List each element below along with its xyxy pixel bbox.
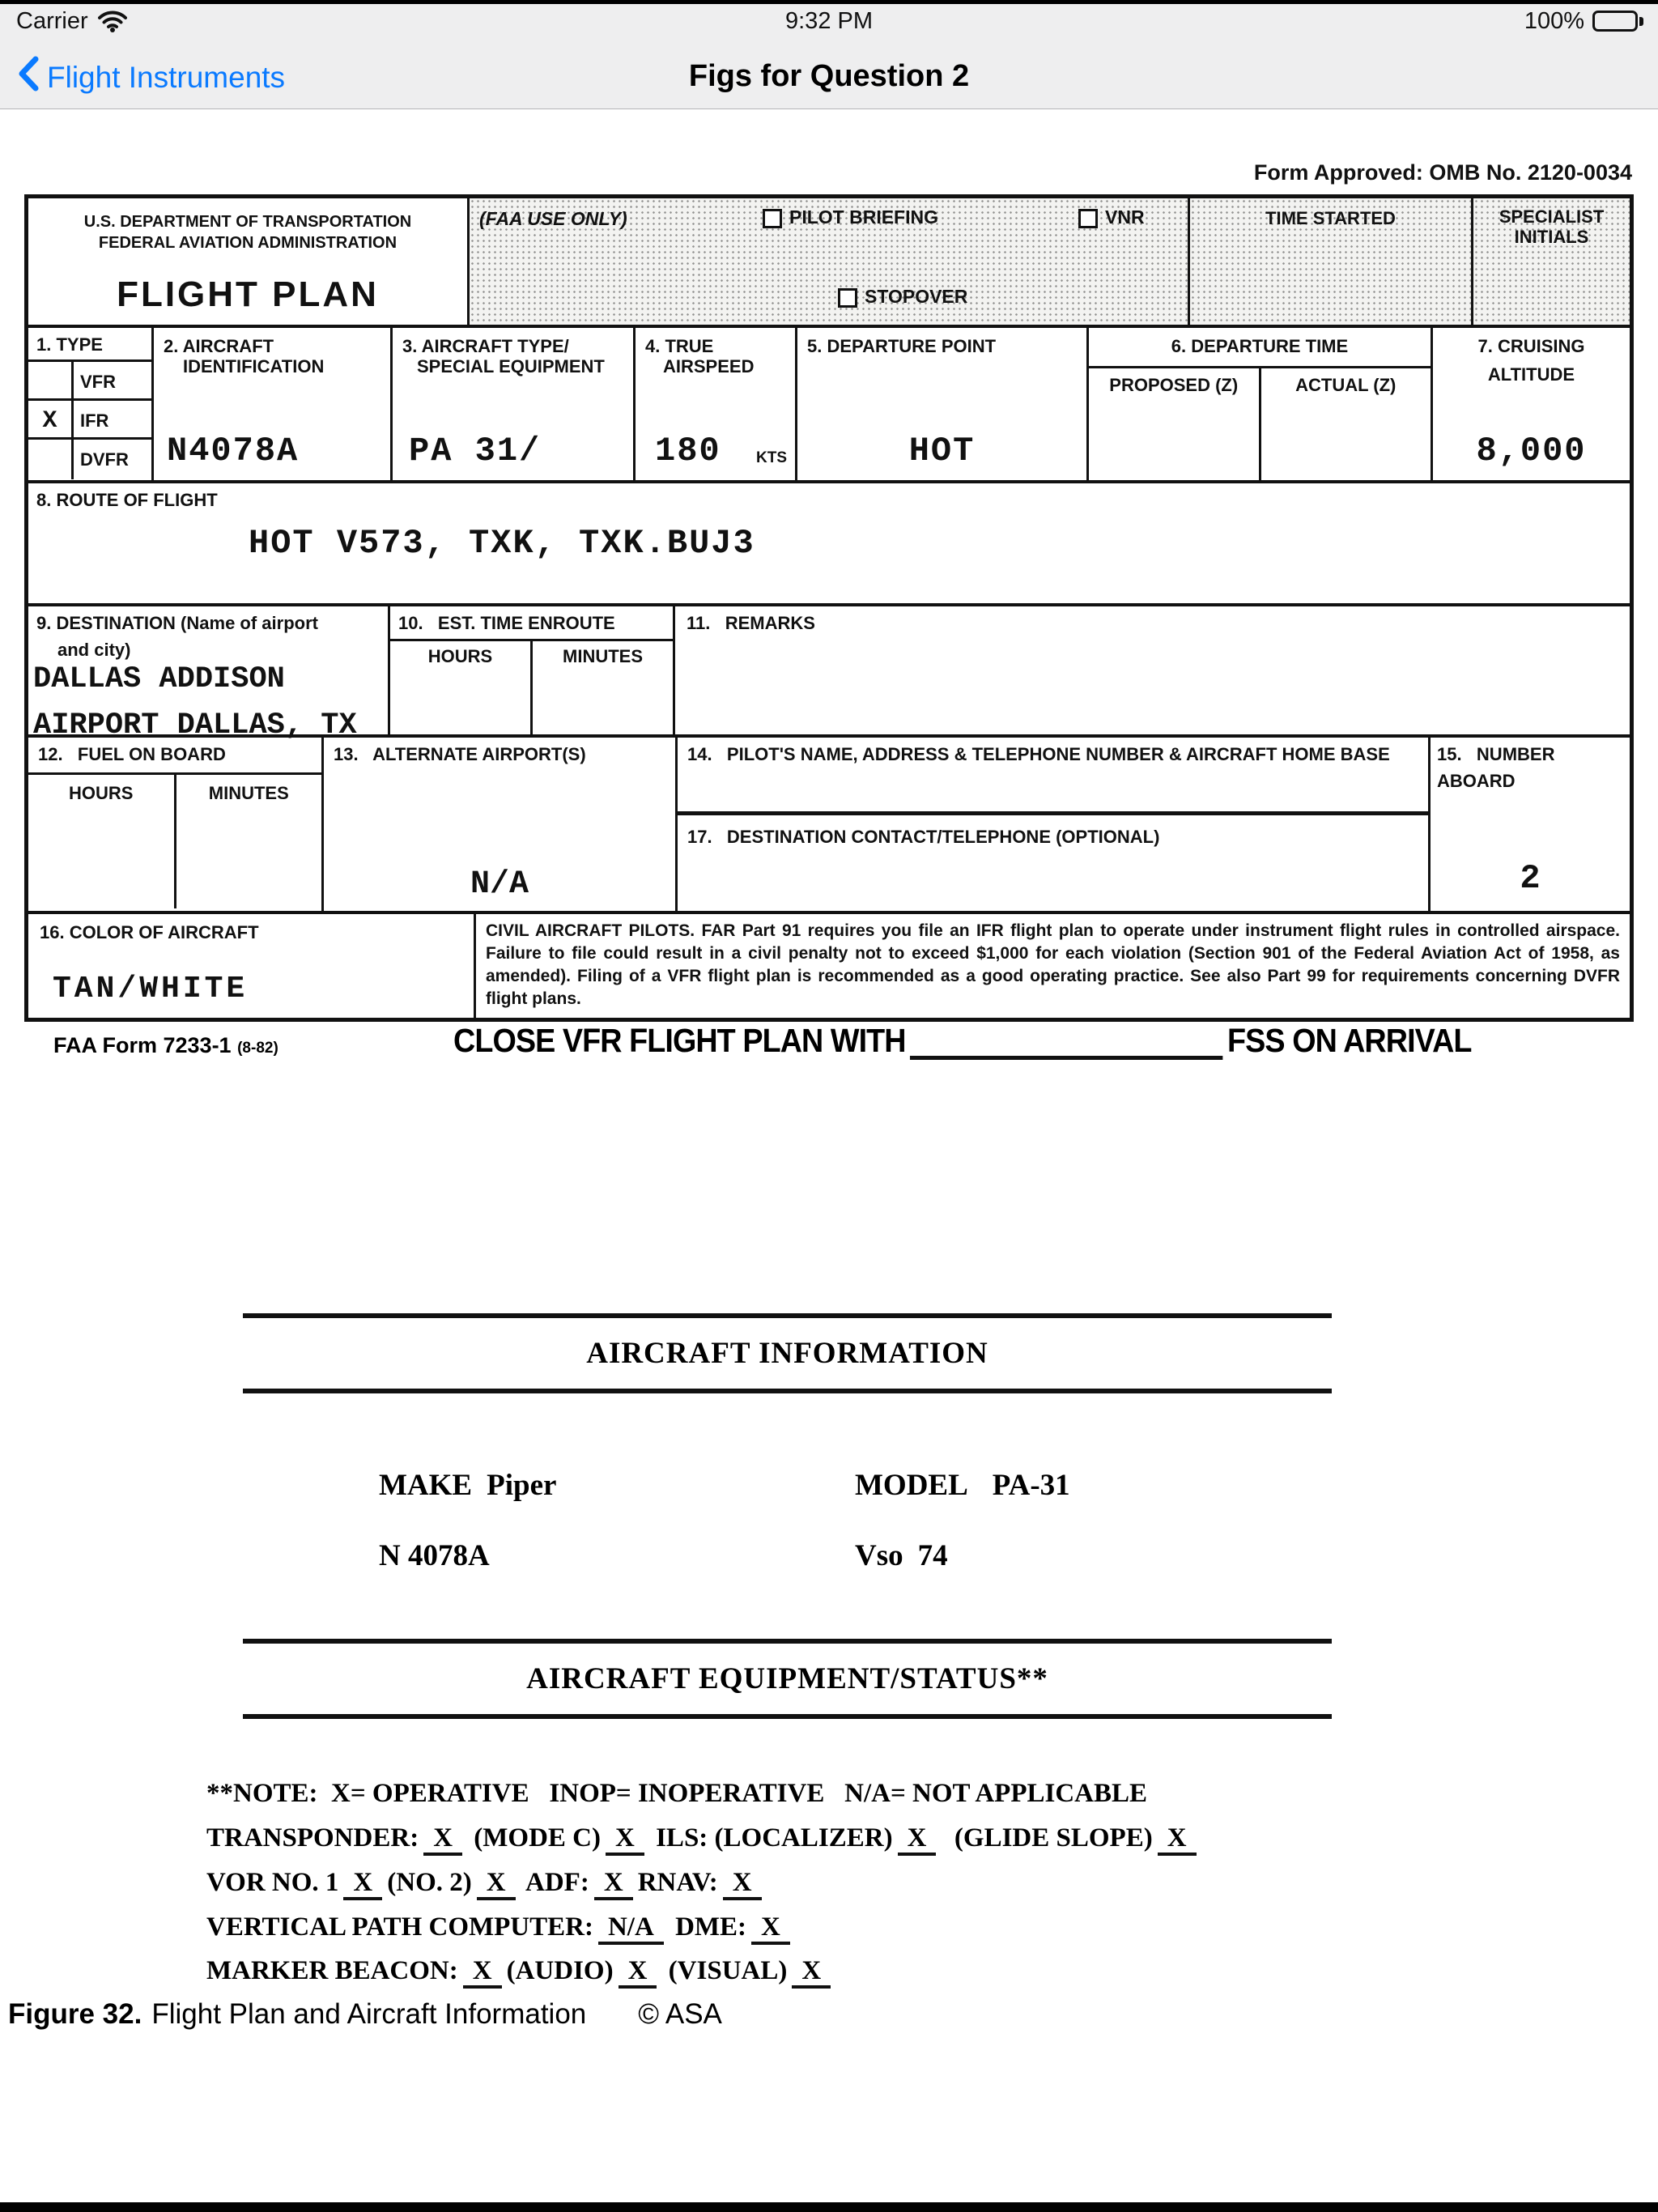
equipment-line-marker-beacon: MARKER BEACON: X (AUDIO) X (VISUAL) X bbox=[206, 1952, 1534, 1990]
departure-point-label: 5. DEPARTURE POINT bbox=[807, 336, 997, 356]
true-airspeed-label1: 4. TRUE bbox=[645, 336, 714, 356]
number-aboard-label1: 15. NUMBER bbox=[1437, 744, 1555, 764]
rule-top bbox=[243, 1313, 1332, 1318]
equipment-line-transponder: TRANSPONDER: X (MODE C) X ILS: (LOCALIZER) X (GLIDE SLOPE) X bbox=[206, 1819, 1534, 1857]
vfr-label: VFR bbox=[80, 372, 116, 392]
back-label: Flight Instruments bbox=[47, 60, 286, 94]
departure-time-label: 6. DEPARTURE TIME bbox=[1089, 328, 1431, 368]
status-bar bbox=[0, 4, 1658, 38]
fuel-minutes-cell bbox=[176, 775, 322, 908]
number-aboard-box bbox=[1431, 738, 1630, 911]
departure-time-box bbox=[1089, 328, 1433, 480]
destination-value: DALLAS ADDISON AIRPORT DALLAS, TX bbox=[33, 662, 357, 743]
close-vfr-text: CLOSE VFR FLIGHT PLAN WITH bbox=[453, 1022, 906, 1059]
cruising-altitude-label2: ALTITUDE bbox=[1487, 364, 1575, 385]
color-of-aircraft-label: 16. COLOR OF AIRCRAFT bbox=[40, 922, 259, 942]
faa-use-only-label: (FAA USE ONLY) bbox=[479, 208, 627, 229]
enroute-minutes-cell bbox=[533, 641, 673, 735]
page-title: Figs for Question 2 bbox=[688, 59, 970, 93]
number-aboard-label2: ABOARD bbox=[1437, 771, 1516, 792]
destination-label2: and city) bbox=[57, 640, 131, 661]
cruising-altitude-value: 8,000 bbox=[1476, 432, 1587, 470]
fss-on-arrival-text: FSS ON ARRIVAL bbox=[1227, 1022, 1472, 1059]
vnr-checkbox bbox=[1078, 209, 1098, 228]
figure-credit: © ASA bbox=[638, 1998, 722, 2030]
fuel-hours-label: HOURS bbox=[69, 783, 134, 803]
aircraft-type-box bbox=[393, 328, 636, 480]
route-of-flight-box bbox=[28, 483, 1630, 603]
wifi-icon bbox=[98, 10, 127, 32]
form-number: FAA Form 7233-1 (8-82) bbox=[53, 1033, 278, 1057]
actual-z-label: ACTUAL (Z) bbox=[1295, 375, 1397, 395]
agency-line2: FEDERAL AVIATION ADMINISTRATION bbox=[98, 234, 397, 252]
civil-notice-cell bbox=[476, 914, 1630, 1018]
stopover-checkbox bbox=[838, 288, 857, 308]
specialist-initials-line1: SPECIALIST bbox=[1499, 206, 1605, 227]
aircraft-type-value: PA 31/ bbox=[409, 432, 542, 470]
time-started-label: TIME STARTED bbox=[1265, 208, 1396, 228]
equipment-status-section bbox=[243, 1639, 1332, 1719]
battery-percent: 100% bbox=[1524, 7, 1584, 34]
color-of-aircraft-box bbox=[28, 914, 476, 1018]
pilot-briefing-checkbox bbox=[763, 209, 782, 228]
aircraft-type-label1: 3. AIRCRAFT TYPE/ bbox=[402, 336, 569, 356]
alternate-airport-box bbox=[324, 738, 678, 911]
enroute-minutes-label: MINUTES bbox=[563, 646, 643, 666]
type-box bbox=[28, 328, 154, 480]
figure-caption bbox=[8, 1998, 722, 2031]
est-time-enroute-box bbox=[390, 606, 675, 734]
ifr-mark: X bbox=[28, 401, 74, 437]
equipment-note: **NOTE: X= OPERATIVE INOP= INOPERATIVE N/A= NOT APPLICABLE bbox=[206, 1779, 1148, 1808]
figure-number: Figure 32. bbox=[8, 1998, 142, 2030]
enroute-hours-label: HOURS bbox=[427, 646, 493, 666]
form-footer bbox=[24, 1022, 1634, 1060]
route-of-flight-label: 8. ROUTE OF FLIGHT bbox=[36, 490, 218, 510]
vso-value: 74 bbox=[917, 1539, 948, 1572]
close-vfr-line bbox=[453, 1022, 1472, 1060]
alternate-airport-label: 13. ALTERNATE AIRPORT(S) bbox=[334, 744, 586, 764]
rule-bottom bbox=[243, 1714, 1332, 1719]
fuel-hours-cell bbox=[28, 775, 176, 908]
equipment-line-vor: VOR NO. 1 X (NO. 2) X ADF: X RNAV: X bbox=[206, 1864, 1534, 1902]
color-of-aircraft-value: TAN/WHITE bbox=[53, 972, 249, 1006]
form-edition: (8-82) bbox=[237, 1040, 278, 1057]
make-value: Piper bbox=[487, 1469, 557, 1502]
remarks-box bbox=[675, 606, 1630, 734]
fuel-on-board-box bbox=[28, 738, 324, 911]
type-row-dvfr bbox=[28, 440, 151, 479]
fuel-on-board-label: 12. FUEL ON BOARD bbox=[28, 738, 321, 775]
aircraft-id-box bbox=[154, 328, 393, 480]
equipment-note-block bbox=[206, 1775, 1534, 1990]
route-of-flight-value: HOT V573, TXK, TXK.BUJ3 bbox=[249, 524, 755, 563]
actual-z-cell bbox=[1261, 368, 1431, 481]
proposed-z-label: PROPOSED (Z) bbox=[1109, 375, 1239, 395]
kts-unit-label: KTS bbox=[756, 449, 787, 466]
type-label: 1. TYPE bbox=[28, 328, 151, 362]
rule-top bbox=[243, 1639, 1332, 1644]
rule-bottom bbox=[243, 1389, 1332, 1393]
destination-contact-label: 17. DESTINATION CONTACT/TELEPHONE (OPTIONAL) bbox=[687, 827, 1160, 847]
stopover-label: STOPOVER bbox=[865, 286, 968, 307]
agency-cell bbox=[28, 198, 470, 325]
navigation-bar bbox=[0, 38, 1658, 109]
cruising-altitude-label1: 7. CRUISING bbox=[1477, 336, 1585, 356]
equipment-status-title: AIRCRAFT EQUIPMENT/STATUS** bbox=[526, 1662, 1048, 1695]
form-approved-note: Form Approved: OMB No. 2120-0034 bbox=[1253, 160, 1632, 185]
equipment-line-vertical-path: VERTICAL PATH COMPUTER: N/A DME: X bbox=[206, 1908, 1534, 1946]
dvfr-label: DVFR bbox=[80, 449, 129, 470]
flight-plan-form bbox=[24, 194, 1634, 1022]
fss-blank-line bbox=[910, 1027, 1222, 1060]
make-field: MAKE Piper bbox=[379, 1469, 557, 1502]
aircraft-type-label2: SPECIAL EQUIPMENT bbox=[417, 356, 605, 377]
true-airspeed-label2: AIRSPEED bbox=[663, 356, 755, 377]
aircraft-information-title: AIRCRAFT INFORMATION bbox=[586, 1337, 988, 1370]
specialist-initials-line2: INITIALS bbox=[1514, 227, 1589, 248]
carrier-label: Carrier bbox=[16, 7, 88, 34]
alternate-airport-value: N/A bbox=[470, 866, 529, 903]
aircraft-id-label2: IDENTIFICATION bbox=[183, 356, 325, 377]
aircraft-information-section bbox=[243, 1313, 1332, 1573]
est-time-enroute-label: 10. EST. TIME ENROUTE bbox=[398, 613, 615, 633]
aircraft-id-value: N4078A bbox=[167, 432, 300, 470]
clock: 9:32 PM bbox=[785, 7, 873, 34]
vso-field: Vso 74 bbox=[855, 1539, 948, 1572]
pilot-briefing-label: PILOT BRIEFING bbox=[789, 206, 938, 228]
specialist-initials-cell bbox=[1473, 198, 1630, 325]
dvfr-mark bbox=[28, 440, 74, 479]
true-airspeed-value: 180 bbox=[655, 432, 721, 470]
figure-title: Flight Plan and Aircraft Information bbox=[151, 1998, 587, 2030]
cruising-altitude-box bbox=[1433, 328, 1630, 480]
pilot-info-box bbox=[678, 738, 1431, 911]
vfr-mark bbox=[28, 362, 74, 398]
ifr-label: IFR bbox=[80, 410, 109, 431]
battery-icon bbox=[1592, 11, 1643, 32]
faa-use-only-cell bbox=[470, 198, 1190, 325]
number-aboard-value: 2 bbox=[1520, 859, 1541, 898]
destination-box bbox=[28, 606, 390, 743]
form-title: FLIGHT PLAN bbox=[117, 274, 379, 314]
departure-point-value: HOT bbox=[908, 432, 976, 470]
vnr-label: VNR bbox=[1105, 206, 1145, 228]
n-number-field: N 4078A bbox=[379, 1539, 490, 1572]
time-started-cell bbox=[1190, 198, 1473, 325]
civil-notice-text: CIVIL AIRCRAFT PILOTS. FAR Part 91 requires you file an IFR flight plan to operate under instrument flight rules in controlled airspace. Failure to file could result in a civil penalty not to exceed $1,000 for each violation (Section 901 of the Federal Aviation Act of 1958, as amended). Filing of a VFR flight plan is recommended as a good operating practice. See also Part 99 for requirements concerning DVFR flight plans. bbox=[486, 921, 1620, 1008]
model-value: PA-31 bbox=[992, 1469, 1070, 1502]
proposed-z-cell bbox=[1089, 368, 1261, 481]
aircraft-id-label1: 2. AIRCRAFT bbox=[164, 336, 274, 356]
remarks-label: 11. REMARKS bbox=[687, 613, 815, 633]
pilot-name-label: 14. PILOT'S NAME, ADDRESS & TELEPHONE NUMBER & AIRCRAFT HOME BASE bbox=[678, 738, 1428, 815]
bottom-device-strip bbox=[0, 2202, 1658, 2212]
departure-point-box bbox=[797, 328, 1089, 480]
type-row-ifr bbox=[28, 401, 151, 440]
true-airspeed-box bbox=[636, 328, 797, 480]
destination-label1: 9. DESTINATION (Name of airport bbox=[36, 613, 318, 633]
agency-line1: U.S. DEPARTMENT OF TRANSPORTATION bbox=[83, 213, 412, 231]
fuel-minutes-label: MINUTES bbox=[208, 783, 289, 803]
type-row-vfr bbox=[28, 362, 151, 401]
model-field: MODEL PA-31 bbox=[855, 1469, 1070, 1502]
enroute-hours-cell bbox=[390, 641, 533, 735]
